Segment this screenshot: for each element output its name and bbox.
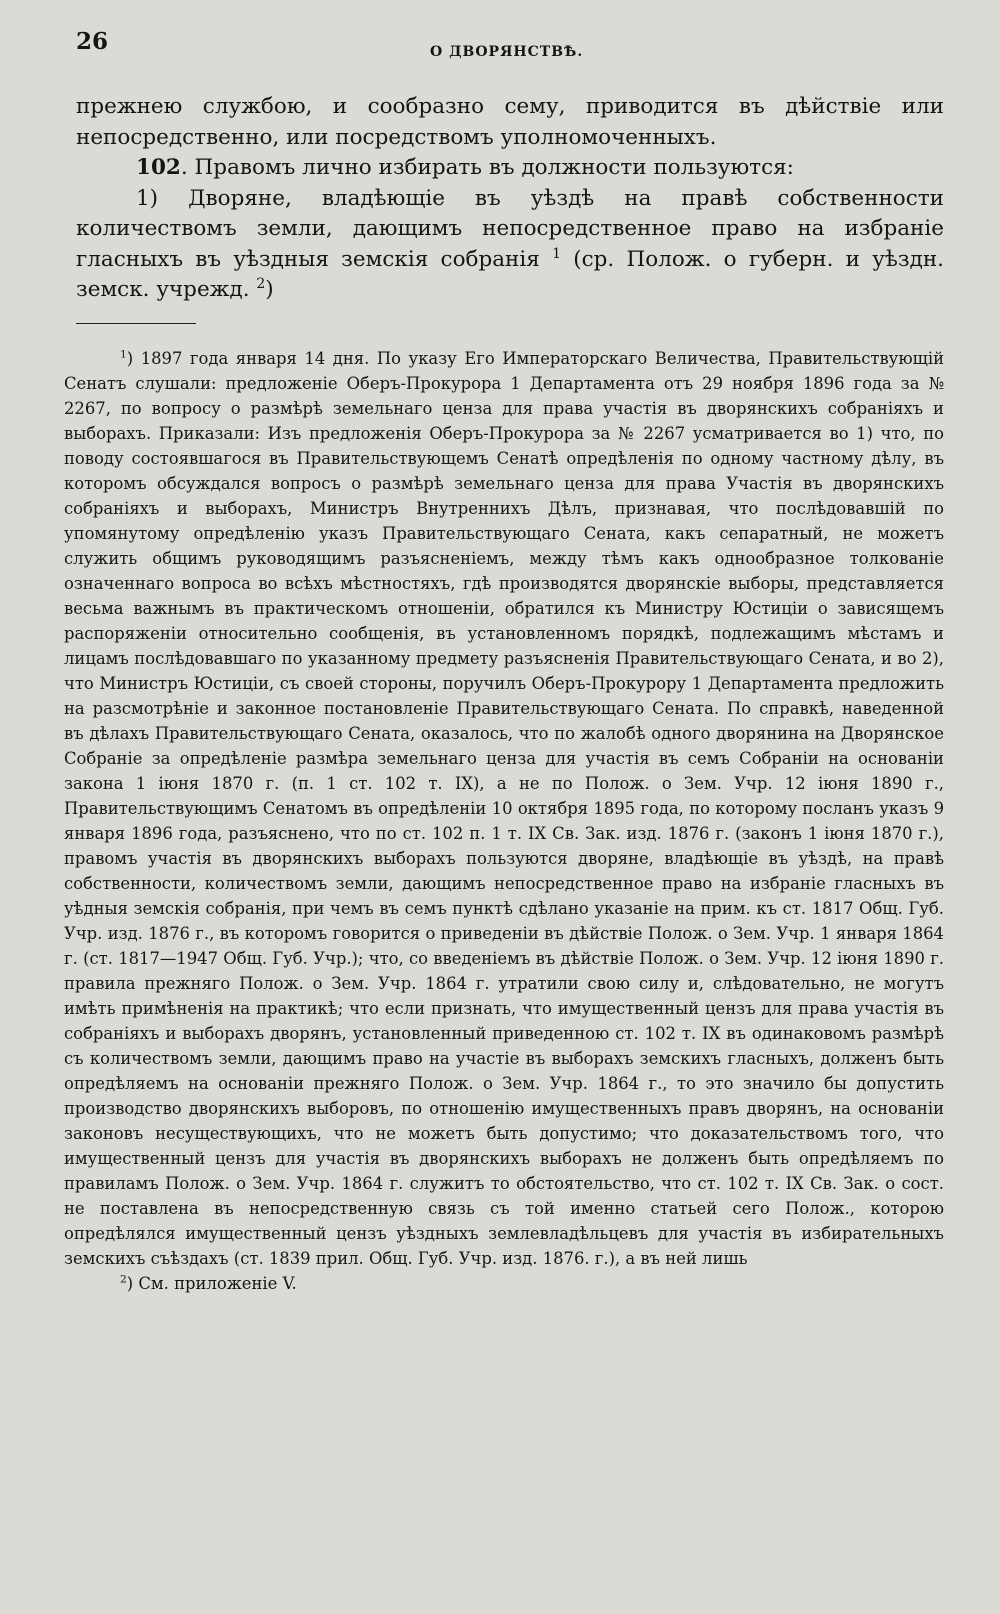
footnote-ref-2: 2: [256, 275, 266, 292]
footnote-2: [64, 1271, 944, 1296]
footnote-2-marker: 2: [120, 1272, 127, 1286]
footnote-2-text: ) См. приложеніе V.: [126, 1274, 297, 1293]
clause-1-text: 1) Дворяне, владѣющіе въ уѣздѣ на правѣ собственности количествомъ земли, дающимъ непосредственное право на избраніе гласныхъ въ уѣздныя земскія собранія: [76, 185, 944, 272]
running-title: О ДВОРЯНСТВѢ.: [430, 44, 584, 60]
footnote-1-marker: 1: [120, 347, 127, 361]
footnote-separator: [76, 323, 196, 324]
clause-1-paragraph: [76, 184, 944, 306]
article-paragraph: [76, 153, 944, 184]
footnote-1-text: ) 1897 года января 14 дня. По указу Его Императорскаго Величества, Правительствующій Сенатъ слушали: предложеніе Оберъ-Прокурора 1 Департамента отъ 29 ноября 1896 года за № 2267, по вопросу о размѣрѣ земельнаго ценза для права участія въ дворянскихъ собраніяхъ и выборахъ. Приказали: Изъ предложенія Оберъ-Прокурора за № 2267 усматривается во 1) что, по поводу состоявшагося въ Правительствующемъ Сенатѣ опредѣленія по одному частному дѣлу, въ которомъ обсуждался вопросъ о размѣрѣ земельнаго ценза для права Участія въ дворянскихъ собраніяхъ и выборахъ, Министръ Внутреннихъ Дѣлъ, признавая, что послѣдовавшій по упомянутому опредѣленію указъ Правительствующаго Сената, какъ сепаратный, не можетъ служить общимъ руководящимъ разъясненіемъ, между тѣмъ какъ однообразное толкованіе означеннаго вопроса во всѣхъ мѣстностяхъ, гдѣ производятся дворянскіе выборы, представляется весьма важнымъ въ практическомъ отношеніи, обратился къ Министру Юстиціи о зависящемъ распоряженіи относительно сообщенія, въ установленномъ порядкѣ, подлежащимъ мѣстамъ и лицамъ послѣдовавшаго по указанному предмету разъясненія Правительствующаго Сената, и во 2), что Министръ Юстиціи, съ своей стороны, поручилъ Оберъ-Прокурору 1 Департамента предложить на разсмотрѣніе и законное постановленіе Правительствующаго Сената. По справкѣ, наведенной въ дѣлахъ Правительствующаго Сената, оказалось, что по жалобѣ одного дворянина на Дворянское Собраніе за опредѣленіе размѣра земельнаго ценза для участія въ семъ Собраніи на основаніи закона 1 іюня 1870 г. (п. 1 ст. 102 т. IX), а не по Полож. о Зем. Учр. 12 іюня 1890 г., Правительствующимъ Сенатомъ въ опредѣленіи 10 октября 1895 года, по которому посланъ указъ 9 января 1896 года, разъяснено, что по ст. 102 п. 1 т. IX Св. Зак. изд. 1876 г. (законъ 1 іюня 1870 г.), правомъ участія въ дворянскихъ выборахъ пользуются дворяне, владѣющіе въ уѣздѣ, на правѣ собственности, количествомъ земли, дающимъ непосредственное право на избраніе гласныхъ въ уѣдныя земскія собранія, при чемъ въ семъ пунктѣ сдѣлано указаніе на прим. къ ст. 1817 Общ. Губ. Учр. изд. 1876 г., въ которомъ говорится о приведеніи въ дѣйствіе Полож. о Зем. Учр. 1 января 1864 г. (ст. 1817—1947 Общ. Губ. Учр.); что, со введеніемъ въ дѣйствіе Полож. о Зем. Учр. 12 іюня 1890 г. правила прежняго Полож. о Зем. Учр. 1864 г. утратили свою силу и, слѣдовательно, не могутъ имѣть примѣненія на практикѣ; что если признать, что имущественный цензъ для права участія въ собраніяхъ и выборахъ дворянъ, установленный приведенною ст. 102 т. IX въ одинаковомъ размѣрѣ съ количествомъ земли, дающимъ право на участіе въ выборахъ земскихъ гласныхъ, долженъ быть опредѣляемъ на основаніи прежняго Полож. о Зем. Учр. 1864 г., то это значило бы допустить производство дворянскихъ выборовъ, по отношенію имущественныхъ правъ дворянъ, на основаніи законовъ несуществующихъ, что не можетъ быть допустимо; что доказательствомъ того, что имущественный цензъ для участія въ дворянскихъ выборахъ не долженъ быть опредѣляемъ по правиламъ Полож. о Зем. Учр. 1864 г. служитъ то обстоятельство, что ст. 102 т. IX Св. Зак. о сост. не поставлена въ непосредственную связь съ той именно статьей сего Полож., которою опредѣлялся имущественный цензъ уѣздныхъ землевладѣльцевъ для участія въ избирательныхъ земскихъ съѣздахъ (ст. 1839 прил. Общ. Губ. Учр. изд. 1876. г.), а въ ней лишь: [64, 349, 944, 1268]
footnote-1: [64, 346, 944, 1271]
main-text: [76, 92, 944, 306]
page-number: 26: [76, 28, 109, 55]
article-number: 102: [136, 155, 181, 180]
clause-1-end: ): [265, 277, 274, 302]
clause-1-mid: (ср. Полож. о губерн. и уѣздн. земск. учрежд.: [76, 246, 944, 302]
article-intro: . Правомъ лично избирать въ должности пользуются:: [180, 155, 794, 180]
continuation-paragraph: прежнею службою, и сообразно сему, приводится въ дѣйствіе или непосредственно, или посредствомъ уполномоченныхъ.: [76, 94, 944, 150]
footnotes: [64, 346, 944, 1296]
footnote-ref-1: 1: [552, 245, 561, 262]
